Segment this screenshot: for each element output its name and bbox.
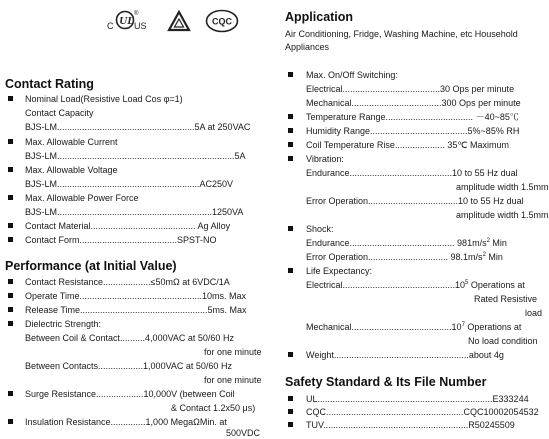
bullet-icon: [288, 128, 293, 133]
shock-endurance-row: Endurance.......................................... $981m/s^2$ Min: [306, 238, 507, 248]
bullet-icon: [8, 237, 13, 242]
nominal-load-text: Nominal Load(Resistive Load Cos φ=1): [25, 94, 183, 104]
electrical-row: Electrical.......................................30 Ops per minute: [306, 84, 515, 94]
ul-file-row: UL......................................................................E333244: [306, 394, 529, 404]
temperature-range-row: Temperature Range................................... －40~85℃: [306, 112, 519, 122]
insulation-resistance-row: Insulation Resistance..............1,000 MegaΩMin. at: [25, 417, 227, 427]
bullet-icon: [288, 422, 293, 427]
vibration-label: Vibration:: [306, 154, 344, 164]
life-electrical-row: Electrical.............................................10$^5$ Operations at: [306, 280, 525, 290]
performance-heading: Performance (at Initial Value): [5, 259, 177, 273]
life-electrical-sub-1: Rated Resistive: [474, 294, 538, 304]
bullet-icon: [8, 167, 13, 172]
coil-contact-sub: for one minute: [204, 347, 262, 357]
bullet-icon: [8, 96, 13, 101]
vibration-endurance-row: Endurance.........................................10 to 55 Hz dual: [306, 168, 518, 178]
application-text-2: Appliances: [285, 42, 330, 52]
bullet-icon: [8, 139, 13, 144]
triangle-mark-icon: [167, 10, 191, 32]
max-current-label: Max. Allowable Current: [25, 137, 118, 147]
bullet-icon: [8, 279, 13, 284]
max-voltage-label: Max. Allowable Voltage: [25, 165, 118, 175]
coil-contact-row: Between Coil & Contact..........4,000VAC at 50/60 Hz: [25, 333, 234, 343]
bullet-icon: [8, 391, 13, 396]
life-expectancy-label: Life Expectancy:: [306, 266, 373, 276]
certification-marks: [107, 9, 239, 33]
life-electrical-sub-2: load: [525, 308, 543, 318]
bullet-icon: [288, 352, 293, 357]
life-mechanical-row: Mechanical........................................10$^7$ Operations at: [306, 322, 522, 332]
contact-capacity-label: Contact Capacity: [25, 108, 94, 118]
bullet-icon: [8, 307, 13, 312]
bullet-icon: [8, 321, 13, 326]
safety-standard-heading: Safety Standard & Its File Number: [285, 375, 487, 389]
ul-c-text: C: [107, 21, 114, 31]
contact-resistance-row: Contact Resistance...................≤50mΩ at 6VDC/1A: [25, 277, 230, 287]
operate-time-row: Operate Time.................................................10ms. Max: [25, 291, 247, 301]
capacity-row: BJS-LM.......................................................5A at 250VAC: [25, 122, 251, 132]
max-power-label: Max. Allowable Power Force: [25, 193, 139, 203]
svg-text:UL: UL: [119, 15, 134, 27]
application-heading: Application: [285, 10, 354, 24]
cqc-mark-icon: [205, 9, 239, 33]
between-contacts-sub: for one minute: [204, 375, 262, 385]
ul-mark-icon: [107, 9, 153, 33]
max-power-row: BJS-LM..............................................................1250VA: [25, 207, 244, 217]
dielectric-label: Dielectric Strength:: [25, 319, 102, 329]
life-mechanical-sub: No load condition: [468, 336, 538, 346]
max-voltage-row: BJS-LM.........................................................AC250V: [25, 179, 234, 189]
mechanical-row: Mechanical....................................300 Ops per minute: [306, 98, 521, 108]
vibration-endurance-sub: amplitude width 1.5mm: [456, 182, 549, 192]
insulation-resistance-sub: 500VDC: [226, 428, 261, 438]
shock-label: Shock:: [306, 224, 334, 234]
weight-row: Weight......................................................about 4g: [306, 350, 504, 360]
surge-resistance-row: Surge Resistance...................10,000V (between Coil: [25, 389, 235, 399]
application-text-1: Air Conditioning, Fridge, Washing Machine, etc Household: [285, 29, 518, 39]
ul-registered-text: ®: [134, 11, 139, 17]
switching-label: Max. On/Off Switching:: [306, 70, 398, 80]
between-contacts-row: Between Contacts..................1,000VAC at 50/60 Hz: [25, 361, 232, 371]
vibration-error-row: Error Operation....................................10 to 55 Hz dual: [306, 196, 524, 206]
cqc-file-row: CQC.......................................................CQC10002054532: [306, 407, 539, 417]
bullet-icon: [288, 409, 293, 414]
contact-material-row: Contact Material.......................................... Ag Alloy: [25, 221, 231, 231]
contact-form-row: Contact Form.......................................SPST-NO: [25, 235, 217, 245]
bullet-icon: [288, 226, 293, 231]
contact-rating-heading: Contact Rating: [5, 77, 94, 91]
bullet-icon: [8, 293, 13, 298]
humidity-range-row: Humidity Range.......................................5%~85% RH: [306, 126, 520, 136]
bullet-icon: [288, 72, 293, 77]
surge-resistance-sub: & Contact 1.2x50 μs): [171, 403, 256, 413]
cqc-mark-text: CQC: [212, 16, 232, 27]
bullet-icon: [8, 419, 13, 424]
bullet-icon: [288, 396, 293, 401]
bullet-icon: [288, 156, 293, 161]
bullet-icon: [8, 195, 13, 200]
max-current-row: BJS-LM.......................................................................5A: [25, 151, 246, 161]
vibration-error-sub: amplitude width 1.5mm: [456, 210, 549, 220]
tuv-file-row: TUV..........................................................R50245509: [306, 420, 515, 430]
bullet-icon: [288, 114, 293, 119]
bullet-icon: [8, 223, 13, 228]
shock-error-row: Error Operation................................ $98.1m/s^2$ Min: [306, 252, 503, 262]
release-time-row: Release Time...................................................5ms. Max: [25, 305, 247, 315]
bullet-icon: [288, 268, 293, 273]
coil-temperature-row: Coil Temperature Rise.................... 35℃ Maximum: [306, 140, 510, 150]
bullet-icon: [288, 142, 293, 147]
ul-us-text: US: [134, 21, 147, 31]
